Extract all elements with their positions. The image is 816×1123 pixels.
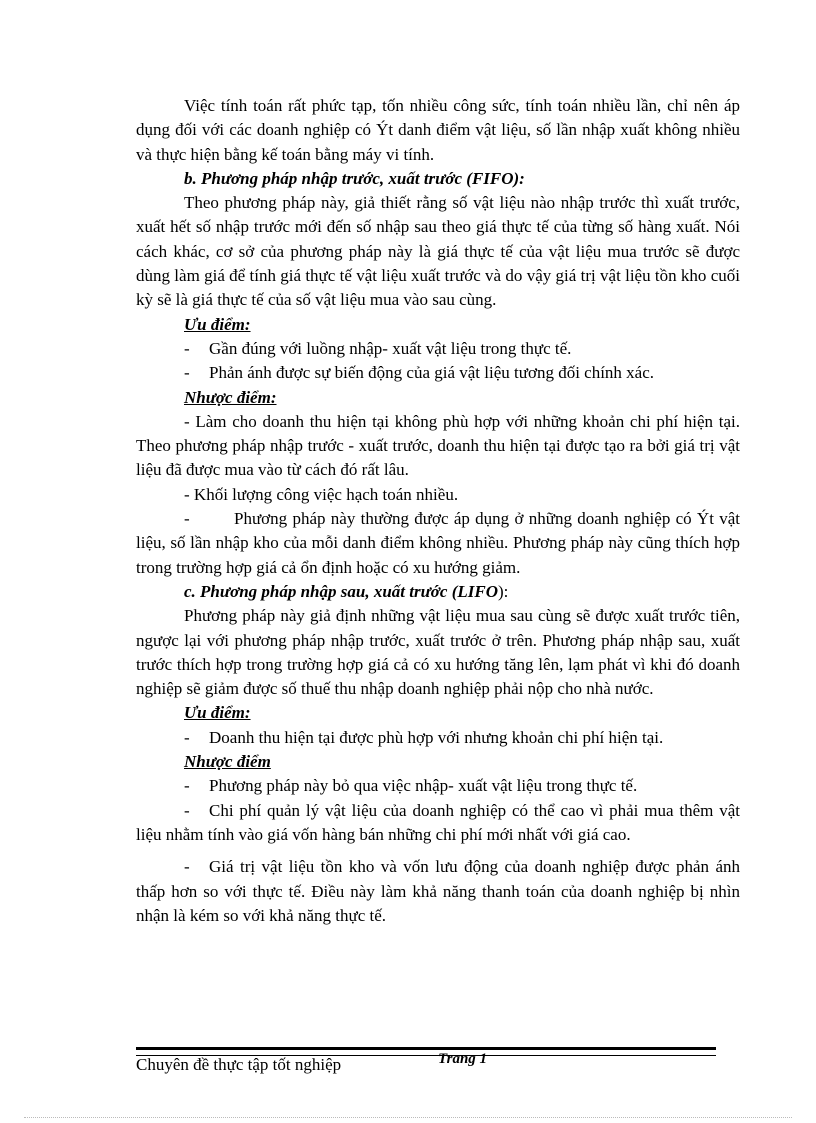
subheading-advantages: Ưu điểm: xyxy=(184,314,251,334)
list-item xyxy=(136,507,740,580)
document-body xyxy=(136,94,740,928)
list-item xyxy=(136,774,740,798)
bullet-mark: - xyxy=(184,727,190,747)
list-item xyxy=(136,361,740,385)
paragraph: - Làm cho doanh thu hiện tại không phù hợp với những khoản chi phí hiện tại. Theo phương pháp nhập trước - xuất trước, doanh thu hiện tại được tạo ra bởi giá trị vật liệu đã được mua vào từ cách đó rất lâu. xyxy=(136,411,740,480)
bullet-mark: - xyxy=(184,776,190,796)
bullet-mark: - xyxy=(184,338,190,358)
section-heading-fifo: b. Phương pháp nhập trước, xuất trước (FIFO): xyxy=(184,168,525,188)
list-item-text: Doanh thu hiện tại được phù hợp với nhưng khoản chi phí hiện tại. xyxy=(209,727,664,747)
paragraph: Theo phương pháp này, giả thiết rằng số vật liệu nào nhập trước thì xuất trước, xuất hết số nhập trước mới đến số nhập sau theo giá thực tế của từng số hàng xuất. Nói cách khác, cơ sở của phương pháp này là giá thực tế của vật liệu mua trước sẽ được dùng làm giá để tính giá thực tế vật liệu xuất trước và do vậy giá trị vật liệu tồn kho cuối kỳ sẽ là giá thực tế của số vật liệu mua vào sau cùng. xyxy=(136,193,740,310)
list-item xyxy=(136,726,740,750)
page-edge-dotted-line xyxy=(24,1117,792,1118)
list-item-text: Phản ánh được sự biến động của giá vật liệu tương đối chính xác. xyxy=(209,363,655,383)
list-item xyxy=(136,799,740,848)
bullet-mark: - xyxy=(184,857,190,877)
bullet-mark: - xyxy=(184,363,190,383)
list-item xyxy=(136,855,740,928)
paragraph: Việc tính toán rất phức tạp, tốn nhiều công sức, tính toán nhiều lần, chỉ nên áp dụng đối với các doanh nghiệp có Ýt danh điểm vật liệu, số lần nhập xuất không nhiều và thực hiện bằng kế toán bằng máy vi tính. xyxy=(136,96,740,164)
paragraph: - Khối lượng công việc hạch toán nhiều. xyxy=(184,484,459,504)
paragraph: Phương pháp này giả định những vật liệu mua sau cùng sẽ được xuất trước tiên, ngược lại với phương pháp nhập trước, xuất trước ở trên. Phương pháp nhập sau, xuất trước thích hợp trong trường hợp giá cả có xu hướng tăng lên, lạm phát vì khi đó doanh nghiệp sẽ giảm được số thuế thu nhập doanh nghiệp phải nộp cho nhà nước. xyxy=(136,606,740,699)
list-item xyxy=(136,337,740,361)
list-item-text: Gần đúng với luồng nhập- xuất vật liệu trong thực tế. xyxy=(209,338,572,358)
spacer xyxy=(136,847,740,855)
subheading-disadvantages: Nhược điểm: xyxy=(184,387,277,407)
heading-text: c. Phương pháp nhập sau, xuất trước (LIFO xyxy=(184,581,498,601)
footer-title: Chuyên đề thực tập tốt nghiệp xyxy=(136,1055,342,1074)
subheading-disadvantages: Nhược điểm xyxy=(184,752,271,772)
bullet-mark: - xyxy=(184,800,190,820)
section-heading-lifo xyxy=(136,580,740,604)
list-item-text: Phương pháp này bỏ qua việc nhập- xuất vật liệu trong thực tế. xyxy=(209,776,638,796)
page-number: Trang 1 xyxy=(438,1051,488,1067)
list-item-text: Giá trị vật liệu tồn kho và vốn lưu động của doanh nghiệp được phản ánh thấp hơn so với thực tế. Điều này làm khả năng thanh toán của doanh nghiệp bị nhìn nhận là kém so với khả năng thực tế. xyxy=(136,857,740,925)
bullet-mark: - xyxy=(184,509,190,529)
subheading-advantages: Ưu điểm: xyxy=(184,703,251,723)
list-item-text: Chi phí quản lý vật liệu của doanh nghiệp có thể cao vì phải mua thêm vật liệu nhằm tính vào giá vốn hàng bán những chi phí mới nhất với giá cao. xyxy=(136,800,740,844)
heading-tail: ): xyxy=(497,581,509,601)
list-item-text: Phương pháp này thường được áp dụng ở những doanh nghiệp có Ýt vật liệu, số lần nhập kho của mỗi danh điểm không nhiều. Phương pháp này cũng thích hợp trong trường hợp giá cả ổn định hoặc có xu hướng giảm. xyxy=(136,509,740,577)
